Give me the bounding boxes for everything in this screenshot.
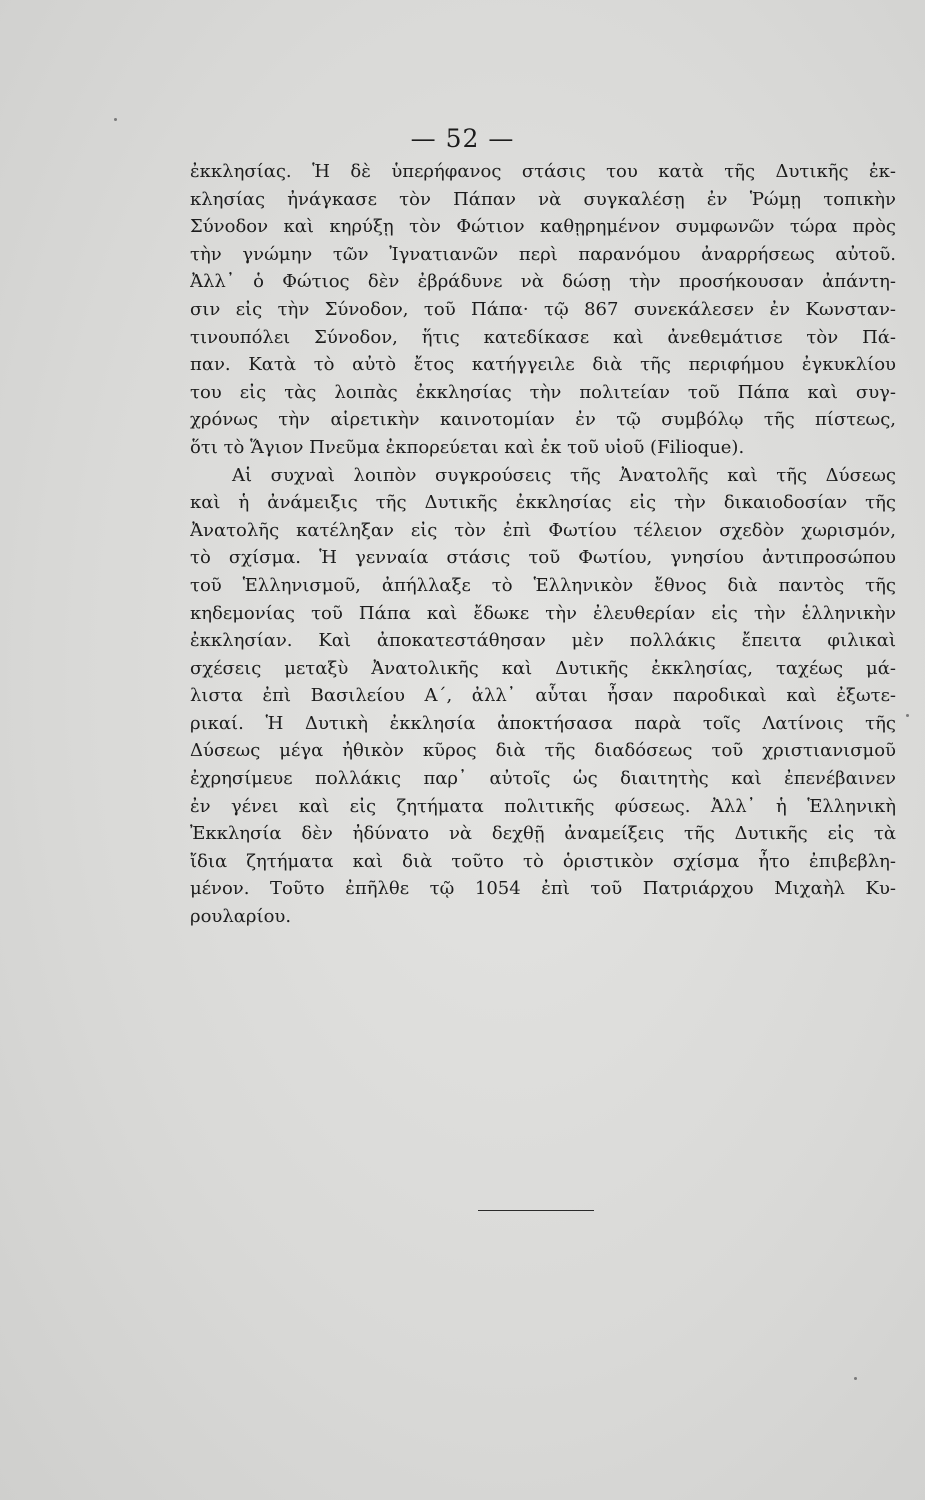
text-line: τοῦ Ἑλληνισμοῦ, ἀπήλλαξε τὸ Ἑλληνικὸν ἔθνος διὰ παντὸς τῆς <box>190 574 896 596</box>
text-line: τὴν γνώμην τῶν Ἰγνατιανῶν περὶ παρανόμου ἀναρρήσεως αὐτοῦ. <box>190 243 896 265</box>
text-line: τὸ σχίσμα. Ἡ γενναία στάσις τοῦ Φωτίου, γνησίου ἀντιπροσώπου <box>190 547 896 569</box>
text-line: Δύσεως μέγα ἠθικὸν κῦρος διὰ τῆς διαδόσεως τοῦ χριστιανισμοῦ <box>190 740 896 762</box>
text-line: λιστα ἐπὶ Βασιλείου Α΄, ἀλλ᾽ αὗται ἦσαν παροδικαὶ καὶ ἐξωτε- <box>190 685 896 707</box>
text-line: ἐκκλησίαν. Καὶ ἀποκατεστάθησαν μὲν πολλάκις ἔπειτα φιλικαὶ <box>190 630 896 652</box>
text-line: Ἀλλ᾽ ὁ Φώτιος δὲν ἐβράδυνε νὰ δώσῃ τὴν προσήκουσαν ἀπάντη- <box>190 271 896 293</box>
text-line: κλησίας ἠνάγκασε τὸν Πάπαν νὰ συγκαλέσῃ ἐν Ῥώμῃ τοπικὴν <box>190 188 896 210</box>
end-rule <box>478 1210 594 1211</box>
paper-speck <box>906 714 909 717</box>
text-line: παν. Κατὰ τὸ αὐτὸ ἔτος κατήγγειλε διὰ τῆς περιφήμου ἐγκυκλίου <box>190 354 896 376</box>
text-line: Σύνοδον καὶ κηρύξῃ τὸν Φώτιον καθῃρημένον συμφωνῶν τώρα πρὸς <box>190 216 896 238</box>
text-line: ἴδια ζητήματα καὶ διὰ τοῦτο τὸ ὁριστικὸν σχίσμα ἦτο ἐπιβεβλη- <box>190 850 896 872</box>
paper-speck <box>114 118 117 121</box>
text-line: ἐν γένει καὶ εἰς ζητήματα πολιτικῆς φύσεως. Ἀλλ᾽ ἡ Ἑλληνικὴ <box>190 795 896 817</box>
text-line: ἐκκλησίας. Ἡ δὲ ὑπερήφανος στάσις του κατὰ τῆς Δυτικῆς ἐκ- <box>190 161 896 182</box>
text-line: τινουπόλει Σύνοδον, ἥτις κατεδίκασε καὶ ἀνεθεμάτισε τὸν Πά- <box>190 326 896 348</box>
text-line: καὶ ἡ ἀνάμειξις τῆς Δυτικῆς ἐκκλησίας εἰς τὴν δικαιοδοσίαν τῆς <box>190 492 896 514</box>
text-line: Αἱ συχναὶ λοιπὸν συγκρούσεις τῆς Ἀνατολῆς καὶ τῆς Δύσεως <box>232 464 896 486</box>
text-line: ρικαί. Ἡ Δυτικὴ ἐκκλησία ἀποκτήσασα παρὰ τοῖς Λατίνοις τῆς <box>190 712 896 734</box>
text-line: ἐχρησίμευε πολλάκις παρ᾽ αὐτοῖς ὡς διαιτητὴς καὶ ἐπενέβαινεν <box>190 768 896 790</box>
text-line: ρουλαρίου. <box>190 906 292 928</box>
text-line: μένον. Τοῦτο ἐπῆλθε τῷ 1054 ἐπὶ τοῦ Πατριάρχου Μιχαὴλ Κυ- <box>190 878 896 900</box>
text-line: Ἀνατολῆς κατέληξαν εἰς τὸν ἐπὶ Φωτίου τέλειον σχεδὸν χωρισμόν, <box>190 519 896 541</box>
body-text <box>190 158 896 931</box>
text-line: του εἰς τὰς λοιπὰς ἐκκλησίας τὴν πολιτείαν τοῦ Πάπα καὶ συγ- <box>190 381 896 403</box>
text-line: ὅτι τὸ Ἅγιον Πνεῦμα ἐκπορεύεται καὶ ἐκ τοῦ υἱοῦ (Filioque). <box>190 436 745 458</box>
text-line: κηδεμονίας τοῦ Πάπα καὶ ἔδωκε τὴν ἐλευθερίαν εἰς τὴν ἑλληνικὴν <box>190 602 896 624</box>
text-line: Ἐκκλησία δὲν ἠδύνατο νὰ δεχθῇ ἀναμείξεις τῆς Δυτικῆς εἰς τὰ <box>190 823 896 845</box>
text-line: σχέσεις μεταξὺ Ἀνατολικῆς καὶ Δυτικῆς ἐκκλησίας, ταχέως μά- <box>190 657 896 679</box>
text-line: χρόνως τὴν αἱρετικὴν καινοτομίαν ἐν τῷ συμβόλῳ τῆς πίστεως, <box>190 409 896 431</box>
paper-speck <box>854 1377 857 1380</box>
text-line: σιν εἰς τὴν Σύνοδον, τοῦ Πάπα· τῷ 867 συνεκάλεσεν ἐν Κωνσταν- <box>190 298 896 320</box>
page-number: — 52 — <box>410 124 515 153</box>
